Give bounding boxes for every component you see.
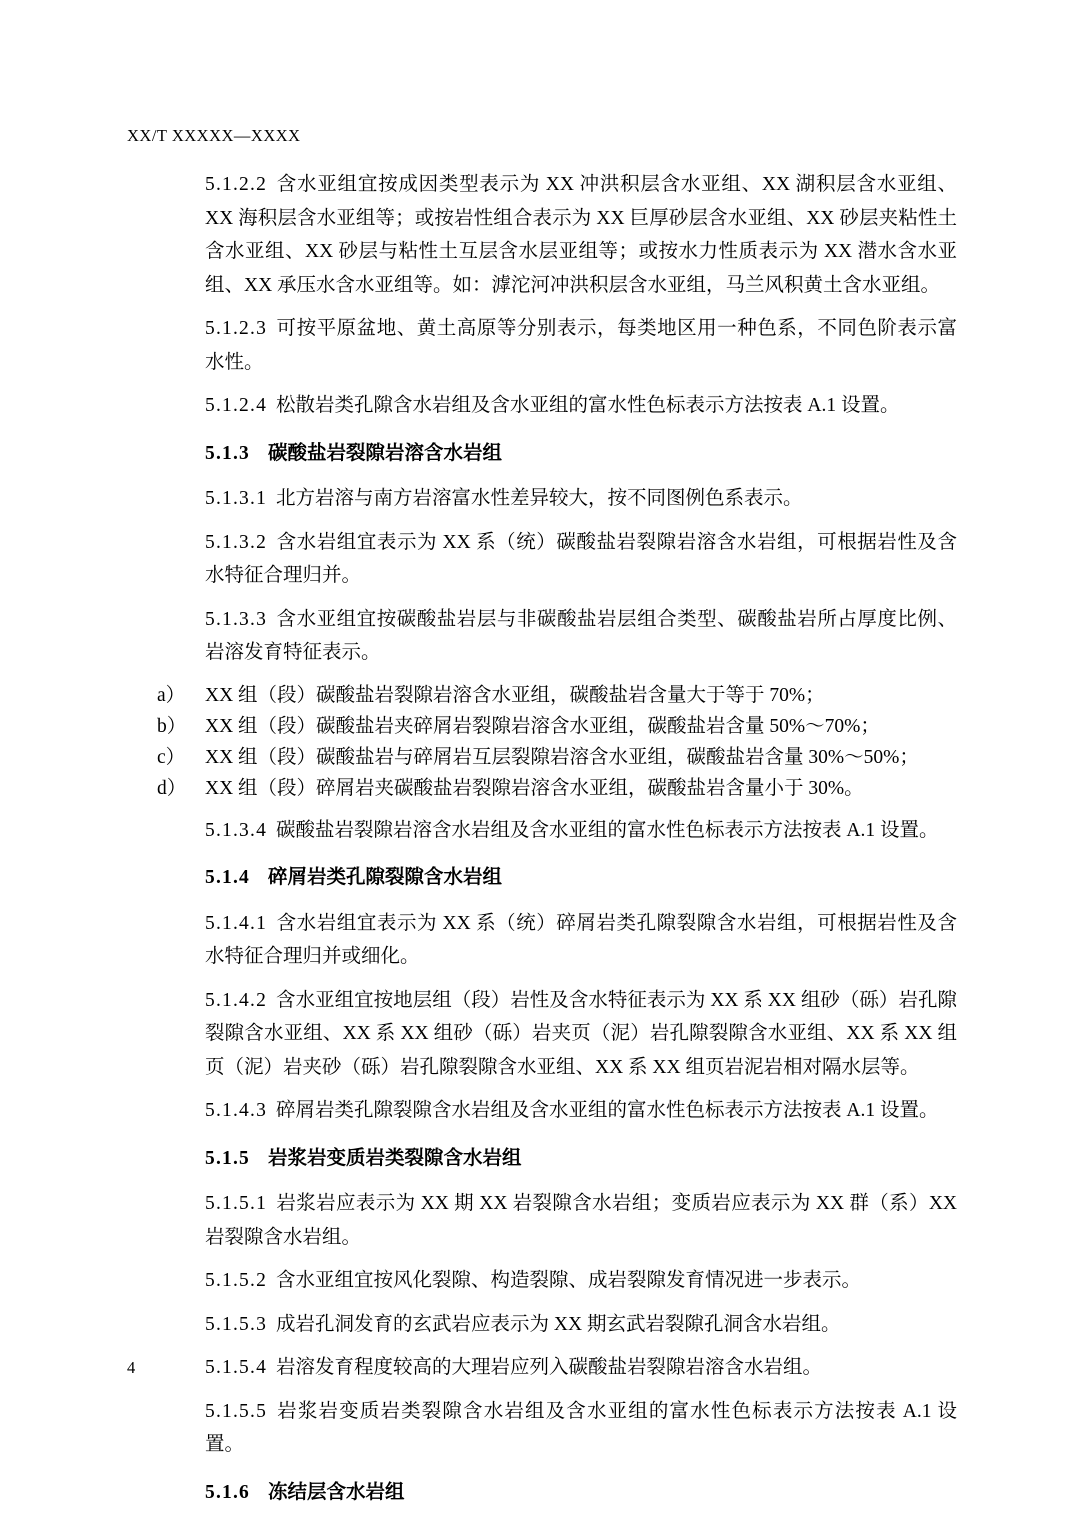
clause-5-1-5-1	[127, 1187, 957, 1254]
heading-number: 5.1.3	[205, 442, 250, 464]
heading-text: 碎屑岩类孔隙裂隙含水岩组	[268, 867, 503, 888]
clause-text: 碎屑岩类孔隙裂隙含水岩组及含水亚组的富水性色标表示方法按表 A.1 设置。	[276, 1100, 939, 1121]
clause-5-1-5-5	[127, 1395, 957, 1462]
clause-5-1-3-4	[127, 814, 957, 848]
heading-5-1-3	[127, 437, 957, 471]
list-item	[127, 773, 957, 804]
clause-5-1-2-2	[127, 168, 957, 302]
heading-text: 碳酸盐岩裂隙岩溶含水岩组	[268, 442, 503, 464]
heading-number: 5.1.4	[205, 867, 250, 888]
clause-5-1-3-3	[127, 603, 957, 670]
list-item-text: XX 组（段）碳酸盐岩夹碎屑岩裂隙岩溶含水亚组，碳酸盐岩含量 50%～70%；	[205, 715, 880, 737]
list-item	[127, 742, 957, 773]
clause-number: 5.1.2.4	[205, 395, 268, 416]
clause-5-1-4-1	[127, 907, 957, 974]
clause-text: 含水亚组宜按成因类型表示为 XX 冲洪积层含水亚组、XX 湖积层含水亚组、XX 海积层含水亚组等；或按岩性组合表示为 XX 巨厚砂层含水亚组、XX 砂层夹粘性土含水亚组、XX 砂层与粘性土互层含水层亚组等；或按水力性质表示为 XX 潜水含水亚组、XX 承压水含水亚组等。如：滹沱河冲洪积层含水亚组，马兰风积黄土含水亚组。	[205, 174, 957, 296]
clause-number: 5.1.4.2	[205, 989, 268, 1011]
list-item-text: XX 组（段）碎屑岩夹碳酸盐岩裂隙岩溶含水亚组，碳酸盐岩含量小于 30%。	[205, 777, 864, 799]
clause-text: 含水岩组宜表示为 XX 系（统）碳酸盐岩裂隙岩溶含水岩组，可根据岩性及含水特征合理归并。	[205, 531, 957, 586]
heading-text: 冻结层含水岩组	[268, 1481, 405, 1503]
heading-number: 5.1.6	[205, 1481, 250, 1503]
heading-text: 岩浆岩变质岩类裂隙含水岩组	[268, 1147, 522, 1169]
clause-5-1-5-4	[127, 1351, 957, 1385]
clause-number: 5.1.5.3	[205, 1313, 268, 1335]
clause-number: 5.1.4.3	[205, 1100, 268, 1121]
clause-text: 含水亚组宜按碳酸盐岩层与非碳酸盐岩层组合类型、碳酸盐岩所占厚度比例、岩溶发育特征表示。	[205, 608, 957, 663]
clause-number: 5.1.5.1	[205, 1193, 268, 1214]
list-item	[127, 711, 957, 742]
clause-number: 5.1.5.2	[205, 1270, 268, 1291]
clause-5-1-3-2	[127, 526, 957, 593]
list-marker: d）	[157, 777, 187, 799]
clause-text: 松散岩类孔隙含水岩组及含水亚组的富水性色标表示方法按表 A.1 设置。	[276, 395, 900, 416]
document-body	[127, 168, 957, 1521]
clause-number: 5.1.4.1	[205, 912, 268, 934]
clause-5-1-5-3	[127, 1308, 957, 1342]
clause-number: 5.1.2.2	[205, 174, 268, 195]
clause-5-1-4-3	[127, 1094, 957, 1128]
clause-text: 岩溶发育程度较高的大理岩应列入碳酸盐岩裂隙岩溶含水岩组。	[276, 1357, 823, 1378]
heading-number: 5.1.5	[205, 1147, 250, 1169]
list-carbonate-subgroups	[127, 680, 957, 804]
page-number: 4	[127, 1358, 136, 1377]
clause-number: 5.1.3.4	[205, 819, 268, 841]
page-header: XX/T XXXXX—XXXX	[127, 126, 301, 145]
clause-text: 含水亚组宜按地层组（段）岩性及含水特征表示为 XX 系 XX 组砂（砾）岩孔隙裂隙含水亚组、XX 系 XX 组砂（砾）岩夹页（泥）岩孔隙裂隙含水亚组、XX 系 XX 组页（泥）岩夹砂（砾）岩孔隙裂隙含水亚组、XX 系 XX 组页岩泥岩相对隔水层等。	[205, 989, 957, 1078]
clause-number: 5.1.5.4	[205, 1357, 268, 1378]
clause-number: 5.1.3.2	[205, 531, 268, 553]
clause-text: 含水亚组宜按风化裂隙、构造裂隙、成岩裂隙发育情况进一步表示。	[276, 1270, 862, 1291]
heading-5-1-4	[127, 861, 957, 895]
clause-text: 可按平原盆地、黄土高原等分别表示，每类地区用一种色系，不同色阶表示富水性。	[205, 318, 957, 373]
list-marker: c）	[157, 746, 186, 768]
clause-text: 岩浆岩变质岩类裂隙含水岩组及含水亚组的富水性色标表示方法按表 A.1 设置。	[205, 1400, 957, 1455]
clause-number: 5.1.3.1	[205, 488, 268, 509]
clause-text: 北方岩溶与南方岩溶富水性差异较大，按不同图例色系表示。	[276, 488, 803, 509]
list-item-text: XX 组（段）碳酸盐岩与碎屑岩互层裂隙岩溶含水亚组，碳酸盐岩含量 30%～50%；	[205, 746, 919, 768]
clause-5-1-5-2	[127, 1264, 957, 1298]
clause-text: 岩浆岩应表示为 XX 期 XX 岩裂隙含水岩组；变质岩应表示为 XX 群（系）XX 岩裂隙含水岩组。	[205, 1193, 957, 1248]
clause-5-1-2-3	[127, 312, 957, 379]
clause-5-1-4-2	[127, 984, 957, 1085]
clause-5-1-3-1	[127, 482, 957, 516]
list-item-text: XX 组（段）碳酸盐岩裂隙岩溶含水亚组，碳酸盐岩含量大于等于 70%；	[205, 684, 825, 706]
clause-number: 5.1.3.3	[205, 608, 268, 630]
clause-number: 5.1.2.3	[205, 318, 268, 339]
list-marker: b）	[157, 715, 187, 737]
clause-number: 5.1.5.5	[205, 1400, 268, 1422]
clause-text: 碳酸盐岩裂隙岩溶含水岩组及含水亚组的富水性色标表示方法按表 A.1 设置。	[276, 819, 939, 841]
clause-text: 成岩孔洞发育的玄武岩应表示为 XX 期玄武岩裂隙孔洞含水岩组。	[276, 1313, 841, 1335]
list-marker: a）	[157, 684, 186, 706]
clause-5-1-2-4	[127, 389, 957, 423]
list-item	[127, 680, 957, 711]
heading-5-1-6	[127, 1476, 957, 1510]
heading-5-1-5	[127, 1142, 957, 1176]
clause-text: 含水岩组宜表示为 XX 系（统）碎屑岩类孔隙裂隙含水岩组，可根据岩性及含水特征合理归并或细化。	[205, 912, 957, 967]
